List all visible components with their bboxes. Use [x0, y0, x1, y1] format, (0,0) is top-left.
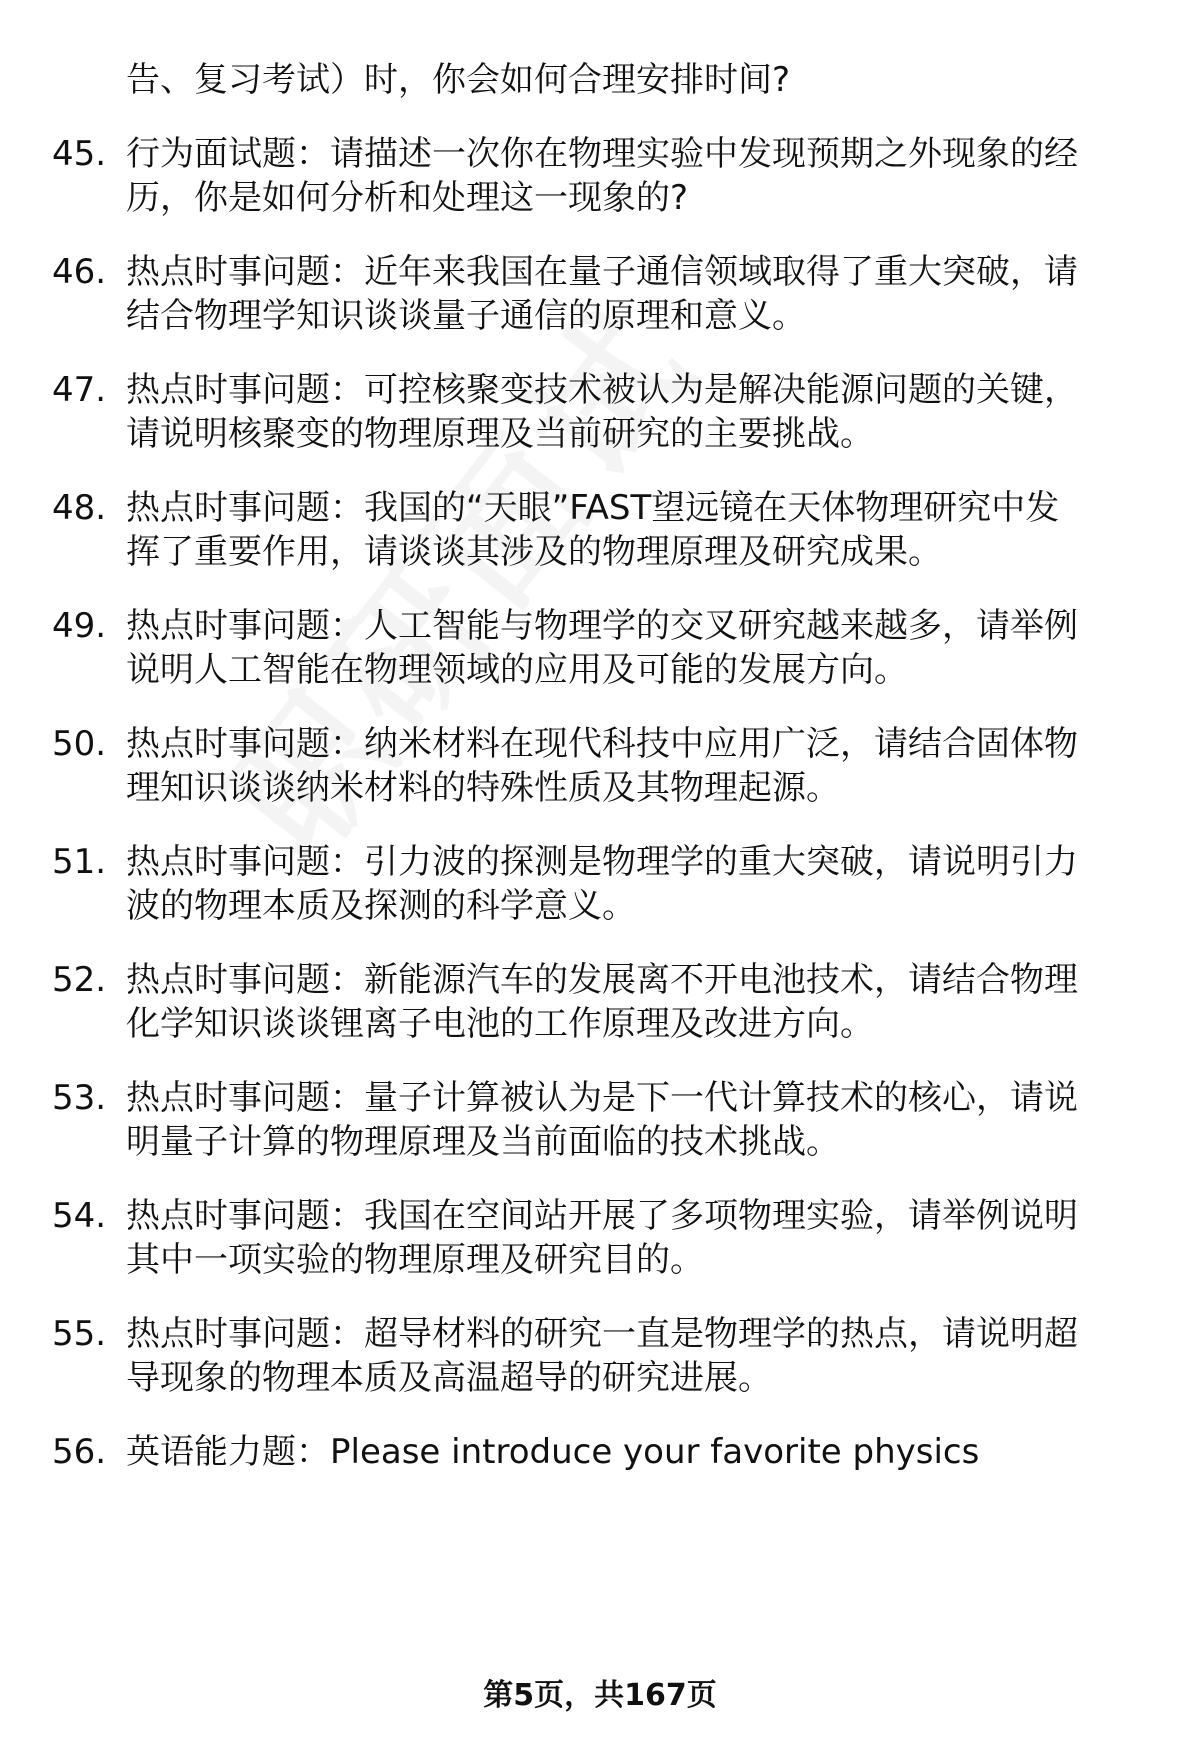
question-line: 热点时事问题：新能源汽车的发展离不开电池技术，请结合物理 [126, 960, 1078, 1000]
continuation-line: 告、复习考试）时，你会如何合理安排时间? [126, 60, 791, 100]
question-line: 热点时事问题：我国的“天眼”FAST望远镜在天体物理研究中发 [126, 488, 1060, 528]
question-line: 热点时事问题：可控核聚变技术被认为是解决能源问题的关键， [126, 370, 1078, 410]
question-number: 47. [52, 370, 107, 410]
question-number: 54. [52, 1196, 107, 1236]
question-line: 明量子计算的物理原理及当前面临的技术挑战。 [126, 1122, 840, 1162]
question-line: 热点时事问题：我国在空间站开展了多项物理实验，请举例说明 [126, 1196, 1078, 1236]
question-number: 52. [52, 960, 107, 1000]
question-number: 56. [52, 1432, 107, 1472]
question-number: 45. [52, 134, 107, 174]
question-line: 波的物理本质及探测的科学意义。 [126, 886, 636, 926]
question-number: 48. [52, 488, 107, 528]
question-line: 说明人工智能在物理领域的应用及可能的发展方向。 [126, 650, 908, 690]
question-line: 导现象的物理本质及高温超导的研究进展。 [126, 1358, 772, 1398]
question-line: 请说明核聚变的物理原理及当前研究的主要挑战。 [126, 414, 874, 454]
question-line: 挥了重要作用，请谈谈其涉及的物理原理及研究成果。 [126, 532, 942, 572]
question-number: 49. [52, 606, 107, 646]
question-line: 其中一项实验的物理原理及研究目的。 [126, 1240, 704, 1280]
question-line: 热点时事问题：引力波的探测是物理学的重大突破，请说明引力 [126, 842, 1078, 882]
question-line: 热点时事问题：超导材料的研究一直是物理学的热点，请说明超 [126, 1314, 1078, 1354]
question-line: 理知识谈谈纳米材料的特殊性质及其物理起源。 [126, 768, 840, 808]
question-number: 53. [52, 1078, 107, 1118]
question-line: 结合物理学知识谈谈量子通信的原理和意义。 [126, 296, 806, 336]
question-line: 热点时事问题：近年来我国在量子通信领域取得了重大突破，请 [126, 252, 1078, 292]
question-line: 行为面试题：请描述一次你在物理实验中发现预期之外现象的经 [126, 134, 1078, 174]
question-line: 英语能力题：Please introduce your favorite physics [126, 1432, 980, 1472]
question-line: 历，你是如何分析和处理这一现象的? [126, 178, 689, 218]
question-number: 55. [52, 1314, 107, 1354]
question-line: 热点时事问题：纳米材料在现代科技中应用广泛，请结合固体物 [126, 724, 1078, 764]
question-line: 热点时事问题：量子计算被认为是下一代计算技术的核心，请说 [126, 1078, 1078, 1118]
question-line: 化学知识谈谈锂离子电池的工作原理及改进方向。 [126, 1004, 874, 1044]
question-line: 热点时事问题：人工智能与物理学的交叉研究越来越多，请举例 [126, 606, 1078, 646]
question-number: 51. [52, 842, 107, 882]
page-footer: 第5页，共167页 [483, 1678, 717, 1713]
question-number: 46. [52, 252, 107, 292]
question-number: 50. [52, 724, 107, 764]
